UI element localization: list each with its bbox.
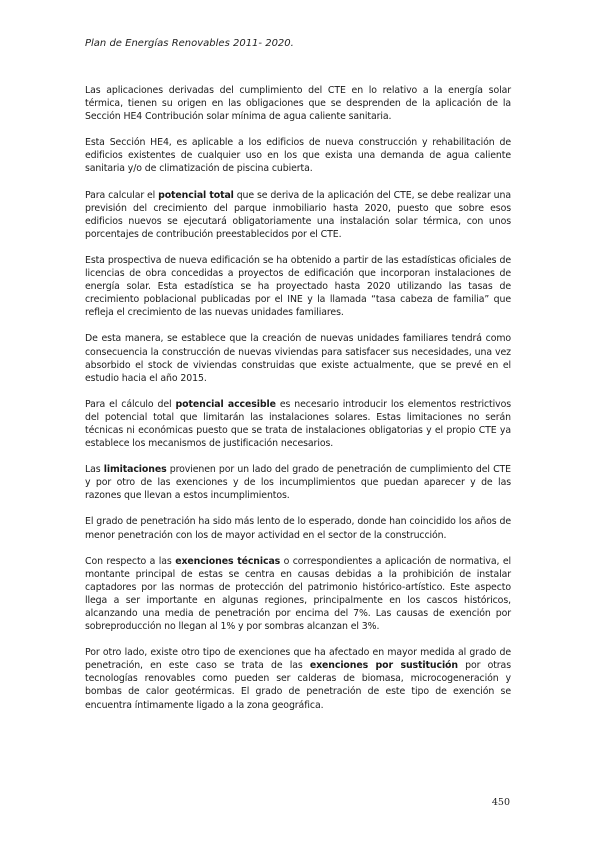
text-run: Para calcular el <box>85 189 159 201</box>
page-number: 450 <box>491 797 510 808</box>
text-run: es necesario introducir los elementos restrictivos del potencial total que limitarán las instalaciones solares. Estas limitaciones no serán técnicas ni económicas puesto que se trata de instalaciones obligatorias y el propio CTE ya establece los mecanismos de justificación necesarios. <box>85 398 511 450</box>
paragraph-he4-scope: Esta Sección HE4, es aplicable a los edificios de nueva construcción y rehabilitación de edificios existentes de cualquier uso en los que exista una demanda de agua caliente sanitaria y/o de climatización de piscina cubierta. <box>85 137 511 175</box>
paragraph-unidades-familiares: De esta manera, se establece que la creación de nuevas unidades familiares tendrá como consecuencia la construcción de nuevas viviendas para satisfacer sus necesidades, una vez absorbido el stock de viviendas construidas que existe actualmente, que se prevé en el estudio hacia el año 2015. <box>85 333 511 384</box>
paragraph-potencial-total <box>85 189 511 241</box>
text-run: Para el cálculo del <box>85 398 176 410</box>
paragraph-limitaciones <box>85 463 511 502</box>
paragraph-grado-penetracion: El grado de penetración ha sido más lento de lo esperado, donde han coincidido los años de menor penetración con los de mayor actividad en el sector de la construcción. <box>85 516 511 541</box>
paragraph-exenciones-tecnicas <box>85 555 511 634</box>
term-exenciones-sustitucion: exenciones por sustitución <box>309 660 458 672</box>
text-run: por otras tecnologías renovables como pueden ser calderas de biomasa, microcogeneración y bombas de calor geotérmicas. El grado de penetración de este tipo de exención se encuentra íntimamente ligado a la zona geográfica. <box>85 660 511 711</box>
term-potencial-total: potencial total <box>158 189 234 201</box>
text-run: Por otro lado, existe otro tipo de exenciones que ha afectado en mayor medida al grado de penetración, en este caso se trata de las <box>85 647 511 672</box>
text-run: Las <box>85 464 104 476</box>
text-run: que se deriva de la aplicación del CTE, se debe realizar una previsión del crecimiento del parque inmobiliario hasta 2020, puesto que sobre esos edificios nuevos se ejecutará obligatoriamente una instalación solar térmica, con unos porcentajes de contribución preestablecidos por el CTE. <box>85 189 511 240</box>
paragraph-cte-origin: Las aplicaciones derivadas del cumplimiento del CTE en lo relativo a la energía solar térmica, tienen su origen en las obligaciones que se desprenden de la aplicación de la Sección HE4 Contribución solar mínima de agua caliente sanitaria. <box>85 85 511 123</box>
text-run: Con respecto a las <box>85 555 176 567</box>
term-limitaciones: limitaciones <box>103 464 167 476</box>
paragraph-exenciones-sustitucion <box>85 646 511 711</box>
paragraph-prospectiva: Esta prospectiva de nueva edificación se ha obtenido a partir de las estadísticas oficiales de licencias de obra concedidas a proyectos de edificación que incorporan instalaciones de energía solar. Esta estadística se ha proyectado hasta 2020 utilizando las tasas de crecimiento poblacional publicadas por el INE y la llamada “tasa cabeza de familia” que refleja el crecimiento de las nuevas unidades familiares. <box>85 254 511 319</box>
term-potencial-accesible: potencial accesible <box>175 398 276 410</box>
text-run: provienen por un lado del grado de penetración de cumplimiento del CTE y por otro de las exenciones y de los incumplimientos que puedan aparecer y de las razones que llevan a estos incumplimientos. <box>85 464 512 502</box>
term-exenciones-tecnicas: exenciones técnicas <box>175 555 281 567</box>
running-header: Plan de Energías Renovables 2011- 2020. <box>85 38 294 49</box>
document-body <box>85 84 511 725</box>
paragraph-potencial-accesible <box>85 398 511 450</box>
text-run: o correspondientes a aplicación de normativa, el montante principal de estas se centra en causas debidas a la prohibición de instalar captadores por las normas de protección del patrimonio histórico-artístico. Este aspecto llega a ser importante en algunas regiones, principalmente en los cascos históricos, alcanzando una media de penetración por encima del 7%. Las causas de exención por sobreproducción no llegan al 1% y por sombras alcanzan el 3%. <box>85 555 511 633</box>
